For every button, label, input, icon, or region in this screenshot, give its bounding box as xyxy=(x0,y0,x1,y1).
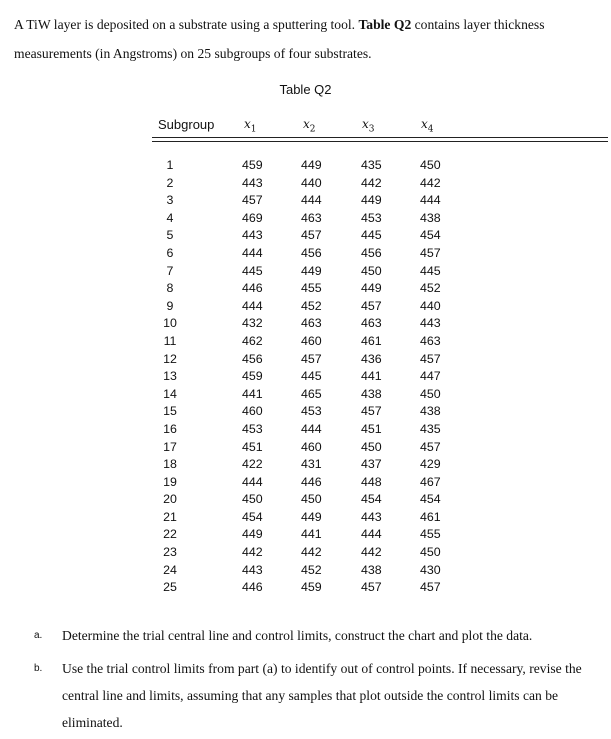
x1-cell: 460 xyxy=(242,404,263,419)
x1-cell: 459 xyxy=(242,158,263,172)
table-row xyxy=(0,580,611,598)
x2-cell: 431 xyxy=(301,457,322,472)
x1-cell: 442 xyxy=(242,545,263,560)
x2-cell: 452 xyxy=(301,298,322,313)
table-row xyxy=(0,527,611,545)
subgroup-cell: 7 xyxy=(166,263,174,278)
subgroup-cell: 18 xyxy=(163,457,177,472)
x1-cell: 456 xyxy=(242,351,263,366)
x4-cell: 438 xyxy=(420,404,441,419)
subgroup-cell: 5 xyxy=(166,228,174,243)
x1-cell: 444 xyxy=(242,245,263,260)
x3-cell: 449 xyxy=(361,281,382,296)
x3-cell: 445 xyxy=(361,228,382,243)
header-x1-sub: 1 xyxy=(250,124,257,135)
subgroup-cell: 12 xyxy=(163,351,177,366)
x4-cell: 452 xyxy=(420,281,441,296)
x4-cell: 457 xyxy=(420,439,441,454)
question-a-text: Determine the trial central line and control limits, construct the chart and plot the data. xyxy=(62,628,533,643)
x3-cell: 441 xyxy=(361,369,382,384)
intro-text-start: A TiW layer is deposited on a substrate using a sputtering tool. xyxy=(14,17,359,32)
x4-cell: 444 xyxy=(420,193,441,208)
subgroup-cell: 11 xyxy=(163,333,177,348)
intro-text-end: contains layer thickness measurements (in Angstroms) on 25 subgroups of four substrates. xyxy=(14,17,545,61)
x2-cell: 446 xyxy=(301,474,322,489)
x1-cell: 445 xyxy=(242,263,263,278)
x2-cell: 465 xyxy=(301,386,322,401)
subgroup-cell: 14 xyxy=(163,386,177,401)
subgroup-cell: 1 xyxy=(166,158,174,172)
header-x1 xyxy=(244,117,257,134)
x1-cell: 443 xyxy=(242,562,263,577)
table-row xyxy=(0,211,611,229)
x4-cell: 447 xyxy=(420,369,441,384)
x4-cell: 457 xyxy=(420,580,441,595)
subgroup-cell: 9 xyxy=(166,298,174,313)
table-reference: Table Q2 xyxy=(358,17,412,32)
x2-cell: 444 xyxy=(301,193,322,208)
table-title: Table Q2 xyxy=(279,82,332,97)
header-x3-var: x xyxy=(362,117,369,131)
x4-cell: 457 xyxy=(420,351,441,366)
x2-cell: 456 xyxy=(301,245,322,260)
x4-cell: 454 xyxy=(420,492,441,507)
x2-cell: 440 xyxy=(301,175,322,190)
table-row xyxy=(0,387,611,405)
header-x4 xyxy=(421,117,434,134)
subgroup-cell: 2 xyxy=(166,175,174,190)
x4-cell: 450 xyxy=(420,158,441,172)
x3-cell: 442 xyxy=(361,545,382,560)
table-row xyxy=(0,334,611,352)
x4-cell: 429 xyxy=(420,457,441,472)
x2-cell: 441 xyxy=(301,527,322,542)
subgroup-cell: 25 xyxy=(163,580,177,595)
x1-cell: 453 xyxy=(242,421,263,436)
x4-cell: 443 xyxy=(420,316,441,331)
table-row xyxy=(0,246,611,264)
x1-cell: 454 xyxy=(242,509,263,524)
subgroup-cell: 4 xyxy=(166,210,174,225)
x2-cell: 463 xyxy=(301,316,322,331)
table-body xyxy=(0,158,611,598)
table-row xyxy=(0,299,611,317)
subgroup-cell: 24 xyxy=(163,562,177,577)
x4-cell: 438 xyxy=(420,210,441,225)
x1-cell: 449 xyxy=(242,527,263,542)
question-b-text: Use the trial control limits from part (a) to identify out of control points. If necessary, revise the central line and limits, assuming that any samples that plot outside the control limits can be eliminated. xyxy=(62,661,582,730)
x2-cell: 442 xyxy=(301,545,322,560)
header-x3-sub: 3 xyxy=(368,124,375,135)
header-subgroup: Subgroup xyxy=(158,117,215,132)
x3-cell: 457 xyxy=(361,580,382,595)
table-row xyxy=(0,563,611,581)
x2-cell: 444 xyxy=(301,421,322,436)
x3-cell: 463 xyxy=(361,316,382,331)
x4-cell: 467 xyxy=(420,474,441,489)
x1-cell: 446 xyxy=(242,580,263,595)
x2-cell: 463 xyxy=(301,210,322,225)
x4-cell: 450 xyxy=(420,386,441,401)
x2-cell: 445 xyxy=(301,369,322,384)
x4-cell: 440 xyxy=(420,298,441,313)
table-row xyxy=(0,492,611,510)
x3-cell: 438 xyxy=(361,386,382,401)
x4-cell: 463 xyxy=(420,333,441,348)
subgroup-cell: 21 xyxy=(163,509,177,524)
x2-cell: 452 xyxy=(301,562,322,577)
x4-cell: 435 xyxy=(420,421,441,436)
table-row xyxy=(0,510,611,528)
x3-cell: 449 xyxy=(361,193,382,208)
table-row xyxy=(0,545,611,563)
table-row xyxy=(0,264,611,282)
table-row xyxy=(0,369,611,387)
table-row xyxy=(0,457,611,475)
subgroup-cell: 15 xyxy=(163,404,177,419)
subgroup-cell: 16 xyxy=(163,421,177,436)
x3-cell: 448 xyxy=(361,474,382,489)
x3-cell: 436 xyxy=(361,351,382,366)
x1-cell: 432 xyxy=(242,316,263,331)
subgroup-cell: 20 xyxy=(163,492,177,507)
x1-cell: 457 xyxy=(242,193,263,208)
x1-cell: 444 xyxy=(242,298,263,313)
x1-cell: 450 xyxy=(242,492,263,507)
question-a xyxy=(34,622,604,650)
table-row xyxy=(0,316,611,334)
subgroup-cell: 8 xyxy=(166,281,174,296)
x3-cell: 442 xyxy=(361,175,382,190)
x3-cell: 438 xyxy=(361,562,382,577)
table-row xyxy=(0,475,611,493)
problem-statement xyxy=(14,10,604,68)
x1-cell: 462 xyxy=(242,333,263,348)
question-b-label: b. xyxy=(34,663,43,674)
table-row xyxy=(0,440,611,458)
x2-cell: 449 xyxy=(301,509,322,524)
subgroup-cell: 13 xyxy=(163,369,177,384)
subgroup-cell: 22 xyxy=(163,527,177,542)
question-b xyxy=(34,655,604,739)
x3-cell: 444 xyxy=(361,527,382,542)
x1-cell: 443 xyxy=(242,175,263,190)
x1-cell: 469 xyxy=(242,210,263,225)
x2-cell: 455 xyxy=(301,281,322,296)
x1-cell: 451 xyxy=(242,439,263,454)
table-row xyxy=(0,281,611,299)
table-row xyxy=(0,193,611,211)
x3-cell: 457 xyxy=(361,298,382,313)
table-row xyxy=(0,422,611,440)
table-row xyxy=(0,176,611,194)
x3-cell: 443 xyxy=(361,509,382,524)
x4-cell: 450 xyxy=(420,545,441,560)
x2-cell: 457 xyxy=(301,228,322,243)
x2-cell: 459 xyxy=(301,580,322,595)
x3-cell: 451 xyxy=(361,421,382,436)
table-row xyxy=(0,158,611,176)
table-row xyxy=(0,228,611,246)
subgroup-cell: 23 xyxy=(163,545,177,560)
x3-cell: 456 xyxy=(361,245,382,260)
subgroup-cell: 6 xyxy=(166,245,174,260)
header-x2-sub: 2 xyxy=(309,124,316,135)
x2-cell: 460 xyxy=(301,439,322,454)
x2-cell: 449 xyxy=(301,263,322,278)
x1-cell: 444 xyxy=(242,474,263,489)
x3-cell: 450 xyxy=(361,263,382,278)
x1-cell: 459 xyxy=(242,369,263,384)
x3-cell: 454 xyxy=(361,492,382,507)
x1-cell: 422 xyxy=(242,457,263,472)
table-header-rule-top xyxy=(152,137,608,138)
header-x2-var: x xyxy=(303,117,310,131)
header-x2 xyxy=(303,117,316,134)
x1-cell: 441 xyxy=(242,386,263,401)
table-row xyxy=(0,404,611,422)
x2-cell: 453 xyxy=(301,404,322,419)
x3-cell: 450 xyxy=(361,439,382,454)
table-header-rule-bottom xyxy=(152,141,608,142)
x3-cell: 461 xyxy=(361,333,382,348)
x3-cell: 437 xyxy=(361,457,382,472)
subgroup-cell: 17 xyxy=(163,439,177,454)
x4-cell: 457 xyxy=(420,245,441,260)
table-row xyxy=(0,352,611,370)
header-x3 xyxy=(362,117,375,134)
x3-cell: 435 xyxy=(361,158,382,172)
x4-cell: 430 xyxy=(420,562,441,577)
x3-cell: 453 xyxy=(361,210,382,225)
header-x1-var: x xyxy=(244,117,251,131)
x2-cell: 460 xyxy=(301,333,322,348)
header-x4-var: x xyxy=(421,117,428,131)
x2-cell: 457 xyxy=(301,351,322,366)
x4-cell: 445 xyxy=(420,263,441,278)
x4-cell: 461 xyxy=(420,509,441,524)
x4-cell: 455 xyxy=(420,527,441,542)
x2-cell: 449 xyxy=(301,158,322,172)
header-x4-sub: 4 xyxy=(427,124,434,135)
x3-cell: 457 xyxy=(361,404,382,419)
x2-cell: 450 xyxy=(301,492,322,507)
subgroup-cell: 10 xyxy=(163,316,177,331)
x4-cell: 442 xyxy=(420,175,441,190)
subgroup-cell: 3 xyxy=(166,193,174,208)
question-a-label: a. xyxy=(34,630,43,641)
x1-cell: 446 xyxy=(242,281,263,296)
x4-cell: 454 xyxy=(420,228,441,243)
subgroup-cell: 19 xyxy=(163,474,177,489)
x1-cell: 443 xyxy=(242,228,263,243)
